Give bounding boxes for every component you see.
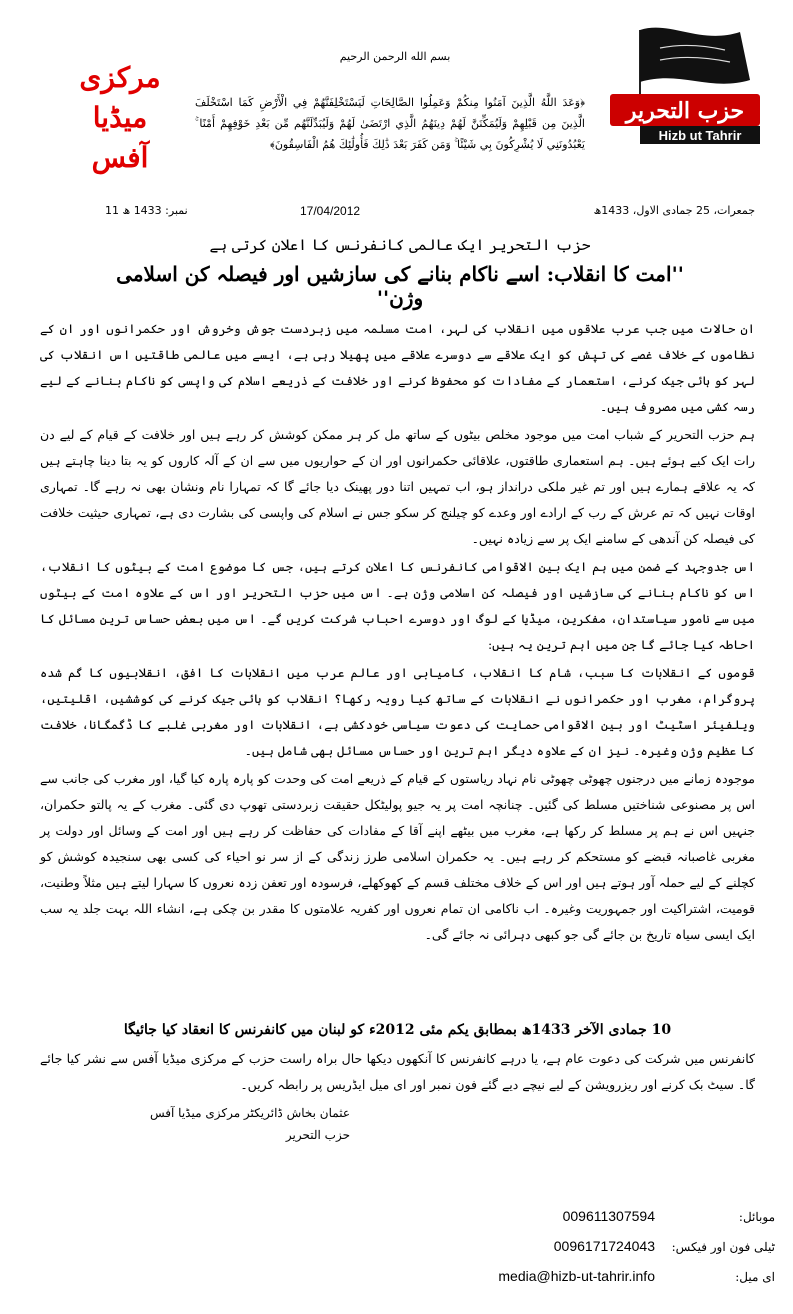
- quran-verse: ﴿وَعَدَ اللَّهُ الَّذِينَ آمَنُوا مِنكُمْ وَعَمِلُوا الصَّالِحَاتِ لَيَسْتَخْلِفَنَّهُمْ فِي الْأَرْضِ كَمَا اسْتَخْلَفَ الَّذِينَ مِن قَبْلِهِمْ وَلَيُمَكِّنَنَّ لَهُمْ دِينَهُمُ الَّذِي ارْتَضَىٰ لَهُمْ وَلَيُبَدِّلَنَّهُم مِّن بَعْدِ خَوْفِهِمْ أَمْنًا ۚ يَعْبُدُونَنِي لَا يُشْرِكُونَ بِي شَيْئًا ۚ وَمَن كَفَرَ بَعْدَ ذَٰلِكَ فَأُولَٰئِكَ هُمُ الْفَاسِقُونَ﴾: [195, 96, 585, 151]
- paragraph: ہم حزب التحریر کے شباب امت میں موجود مخلص بیٹوں کے ساتھ مل کر ہر ممکن کوشش کر رہے ہیں اور خلافت کے قیام کے لیے دن رات ایک کیے ہوئے ہیں۔ ہم استعماری طاقتوں، علاقائی حکمرانوں اور ان کے حواریوں میں سے ان کے آلہ کاروں کو یہ بتا دینا چاہتے ہیں کہ یہ علاقے ہمارے ہیں اور تم غیر ملکی درانداز ہو، اب تمہیں اتنا دور پھینک دیا جائے گا کہ تمہارا نام ونشان بھی نہ رہے گا۔ تمہاری اوقات نہیں کہ تم عرش کے رب کے ارادے اور وعدے کو چیلنج کر سکو جس نے اسلام کی واپسی کی بشارت دی ہے، تمہاری حیثیت خلافت کی فیصلہ کن آندھی کے سامنے ایک پر سے زیادہ نہیں۔: [40, 427, 755, 546]
- contact-label: ٹیلی فون اور فیکس:: [671, 1240, 775, 1254]
- contact-row-phone-fax: [400, 1234, 775, 1264]
- date-urdu: جمعرات، 25 جمادی الاول، 1433ھ: [593, 204, 755, 217]
- paragraph: اس جدوجہد کے ضمن میں ہم ایک بین الاقوامی کانفرنس کا اعلان کرتے ہیں، جس کا موضوع امت کے بیٹوں کا انقلاب، اس کو ناکام بنانے کی سازشیں اور فیصلہ کن اسلامی وژن ہے۔ اس میں حزب التحریر اور اس کے علاوہ امت کے بیٹوں میں سے نامور سیاستدان، مفکرین، میڈیا کے لوگ اور دوسرے احباب شرکت کریں گے۔ اس میں بعض حساس ترین مسائل کا احاطہ کیا جائے گا جن میں اہم ترین یہ ہیں:: [40, 559, 755, 652]
- release-number: نمبر: 1433 ھ 11: [105, 204, 188, 217]
- body-text: [40, 316, 755, 948]
- contact-value: 0096171724043: [553, 1238, 655, 1254]
- logo-latin-text: Hizb ut Tahrir: [658, 128, 742, 143]
- media-office-title: [60, 58, 180, 178]
- signature-block: [130, 1102, 350, 1146]
- email-link[interactable]: media@hizb-ut-tahrir.info: [498, 1268, 655, 1284]
- flag-logo-graphic: [600, 20, 770, 150]
- paragraph: ان حالات میں جب عرب علاقوں میں انقلاب کی لہر، امت مسلمہ میں زبردست جوش وخروش اور حکمرانوں اور ان کے نظاموں کے خلاف غصے کی تپش کو ایک علاقے سے دوسرے علاقے میں پھیلا رہی ہے، ایسے میں عالمی طاقتیں اس انقلاب کی لہر کو ہائی جیک کرنے، استعمار کے مفادات کو محفوظ کرنے اور خلافت کے ذریعے اسلام کی واپسی کو ناکام بنانے کے لیے رسہ کشی میں مصروف ہیں۔: [40, 321, 755, 414]
- conference-date: 10 جمادی الآخر 1433ھ بمطابق یکم مئی 2012ء کو لبنان میں کانفرنس کا انعقاد کیا جائیگا: [123, 1022, 672, 1038]
- logo-arabic-text: حزب التحرير: [625, 98, 745, 124]
- contact-row-email: [400, 1264, 775, 1294]
- signature-org: حزب التحریر: [285, 1128, 350, 1142]
- date-english: 17/04/2012: [300, 204, 361, 218]
- contact-label: ای میل:: [735, 1270, 775, 1284]
- conference-text: کانفرنس میں شرکت کی دعوت عام ہے، یا درہے کانفرنس کا آنکھوں دیکھا حال براہ راست حزب کے مرکزی میڈیا آفس سے نشر کیا جائے گا۔ سیٹ بک کرنے اور ریزرویشن کے لیے نیچے دیے گئے فون نمبر اور ای میل ایڈریس پر رابطہ کریں۔: [40, 1051, 755, 1092]
- meta-line: [105, 204, 755, 222]
- paragraph: قوموں کے انقلابات کا سبب، شام کا انقلاب، کامیابی اور عالم عرب میں انقلابات کا افق، انقلابیوں کا گم شدہ پروگرام، مغرب اور حکمرانوں نے انقلابات کے ساتھ کیا رویہ رکھا؟ انقلاب کو ہائی جیک کرنے کی کوششیں، اقلیتیں، ویلفیئر اسٹیٹ اور بین الاقوامی حمایت کی دعوت سیاسی خودکشی ہے، انقلابات اور مغربی غلبے کا ڈگمگانا، خلافت کا عظیم وژن وغیرہ۔ نیز ان کے علاوہ دیگر اہم ترین اور حساس مسائل بھی شامل ہیں۔: [40, 665, 755, 758]
- hizb-ut-tahrir-logo: [600, 20, 770, 150]
- media-office-line-2: میڈیا آفس: [91, 101, 149, 174]
- main-heading: ''امت کا انقلاب: اسے ناکام بنانے کی سازشیں اور فیصلہ کن اسلامی وژن'': [116, 262, 684, 310]
- sub-heading: حزب التحریر ایک عالمی کانفرنس کا اعلان کرتی ہے: [209, 236, 591, 254]
- contact-value: 009611307594: [562, 1208, 655, 1224]
- basmala: بسم الله الرحمن الرحيم: [339, 50, 451, 63]
- contact-info: [400, 1204, 775, 1294]
- contact-row-mobile: [400, 1204, 775, 1234]
- paragraph: موجودہ زمانے میں درجنوں چھوٹی چھوٹی نام نہاد ریاستوں کے قیام کے ذریعے امت کی وحدت کو پارہ پارہ کیا گیا، اور مغرب کی جانب سے اس پر مصنوعی شناختیں مسلط کی گئیں۔ چنانچہ امت پر یہ جیو پولیٹکل حقیقت زبردستی تھوپ دی گئی۔ مغرب کے یہ پالتو حکمران، جنہیں اس نے ہم پر مسلط کر رکھا ہے، مغرب میں بیٹھے اپنے آقا کے مفادات کی حفاظت کر رہے ہیں اور امت کے وسائل اور دولت پر مغربی غاصبانہ قبضے کو مستحکم کر رہے ہیں۔ یہ حکمران اسلامی طرز زندگی کے از سر نو احیاء کی کسی بھی سنجیدہ کوشش کو کچلنے کے لیے حملہ آور ہوتے ہیں اور اس کے خلاف مختلف قسم کے کھوکھلے، فرسودہ اور تعفن زدہ نعروں کا سہارا لیتے ہیں مثلاً وطنیت، قومیت، اشتراکیت اور جمہوریت وغیرہ۔ اب ناکامی ان تمام نعروں اور کفریہ علامتوں کا مقدر بن چکی ہے، انشاء اللہ بہت جلد یہ سب ایک ایسی سیاہ تاریخ بن جائے گی جو کبھی دہرائی نہ جائے گی۔: [40, 771, 755, 942]
- contact-label: موبائل:: [738, 1210, 775, 1224]
- signature-name: عثمان بخاش ڈائریکٹر مرکزی میڈیا آفس: [150, 1106, 350, 1120]
- media-office-line-1: مرکزی: [79, 61, 161, 94]
